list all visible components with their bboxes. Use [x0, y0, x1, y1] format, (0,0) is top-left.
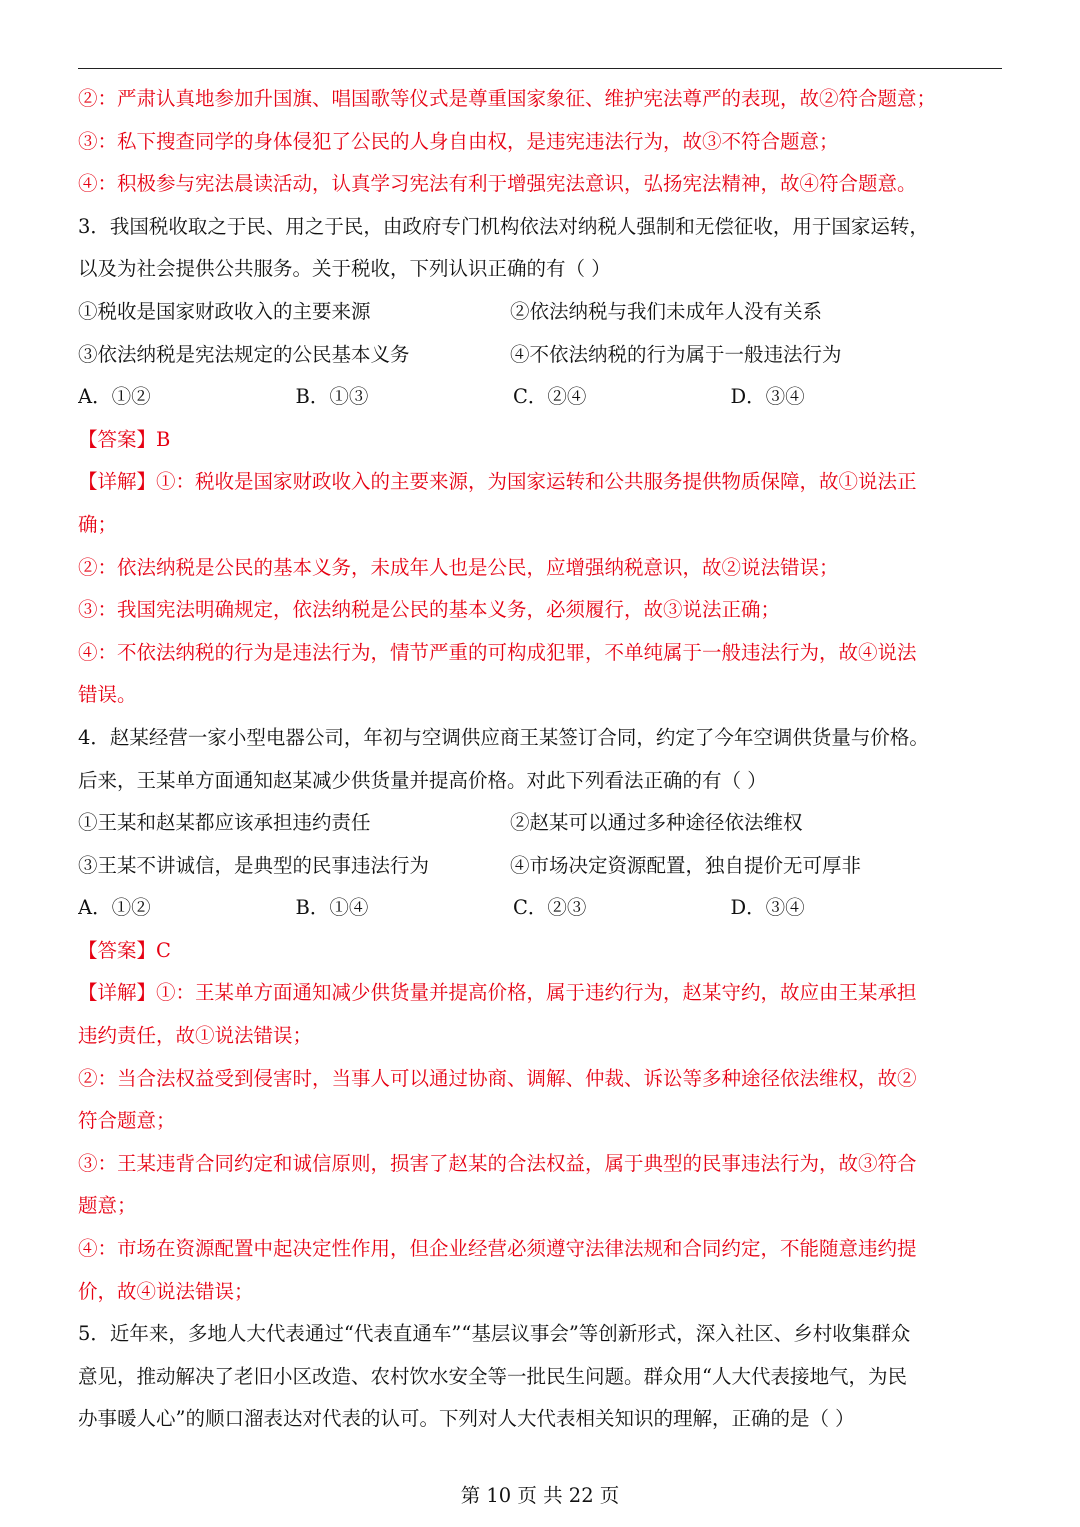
q4-stem-line: 后来，王某单方面通知赵某减少供货量并提高价格。对此下列看法正确的有（ ）	[78, 768, 767, 792]
q3-choice-d: D．③④	[730, 385, 805, 409]
q5-stem-line: 5．近年来，多地人大代表通过“代表直通车”“基层议事会”等创新形式，深入社区、乡村收集群众	[78, 1322, 911, 1346]
q3-detail-line: ②：依法纳税是公民的基本义务，未成年人也是公民，应增强纳税意识，故②说法错误；	[78, 555, 839, 579]
q4-choice-c: C．②③	[513, 896, 587, 920]
q4-detail-line: ③：王某违背合同约定和诚信原则，损害了赵某的合法权益，属于典型的民事违法行为，故③符合	[78, 1151, 917, 1175]
q3-stem-line: 以及为社会提供公共服务。关于税收，下列认识正确的有（ ）	[78, 257, 611, 281]
q3-statement: ④不依法纳税的行为属于一般违法行为	[510, 342, 842, 366]
q3-choice-c: C．②④	[513, 385, 587, 409]
q3-answer: 【答案】B	[78, 427, 171, 451]
q3-choice-a: A．①②	[78, 385, 151, 409]
q4-statement: ③王某不讲诚信，是典型的民事违法行为	[78, 853, 430, 877]
q4-statement: ②赵某可以通过多种途径依法维权	[510, 811, 803, 835]
q4-answer: 【答案】C	[78, 938, 171, 962]
q4-detail-line: 违约责任，故①说法错误；	[78, 1024, 313, 1048]
q3-statement: ②依法纳税与我们未成年人没有关系	[510, 299, 823, 323]
page-content	[78, 78, 1002, 1441]
q4-choice-a: A．①②	[78, 896, 151, 920]
q5-stem-line: 意见，推动解决了老旧小区改造、农村饮水安全等一批民生问题。群众用“人大代表接地气，为民	[78, 1364, 907, 1388]
q4-choices-row	[78, 887, 1002, 930]
q4-detail-line: 题意；	[78, 1194, 137, 1218]
q3-statements-row	[78, 291, 1002, 334]
q4-detail-line: ④：市场在资源配置中起决定性作用，但企业经营必须遵守法律法规和合同约定，不能随意违约提	[78, 1237, 917, 1261]
q4-statement: ④市场决定资源配置，独自提价无可厚非	[510, 853, 862, 877]
q4-detail-line: 价，故④说法错误；	[78, 1279, 254, 1303]
q3-detail-line: 确；	[78, 512, 118, 536]
q4-detail-line: ②：当合法权益受到侵害时，当事人可以通过协商、调解、仲裁、诉讼等多种途径依法维权，故②	[78, 1066, 917, 1090]
q4-statements-row	[78, 845, 1002, 888]
q4-choice-d: D．③④	[730, 896, 805, 920]
q4-detail-line: 符合题意；	[78, 1109, 176, 1133]
q2-detail-line: ②：严肃认真地参加升国旗、唱国歌等仪式是尊重国家象征、维护宪法尊严的表现，故②符合题意；	[78, 87, 937, 110]
header-rule	[78, 68, 1002, 69]
q3-detail-line: ③：我国宪法明确规定，依法纳税是公民的基本义务，必须履行，故③说法正确；	[78, 598, 781, 622]
q2-detail-line: ④：积极参与宪法晨读活动，认真学习宪法有利于增强宪法意识，弘扬宪法精神，故④符合题意。	[78, 172, 917, 196]
q4-stem-line: 4．赵某经营一家小型电器公司，年初与空调供应商王某签订合同，约定了今年空调供货量与价格。	[78, 725, 929, 749]
q3-choices-row	[78, 376, 1002, 419]
q3-detail-line: 错误。	[78, 683, 137, 707]
q3-statement: ①税收是国家财政收入的主要来源	[78, 299, 371, 323]
q3-statements-row	[78, 334, 1002, 377]
page-footer: 第 10 页 共 22 页	[460, 1484, 620, 1507]
q4-choice-b: B．①④	[295, 896, 369, 920]
q3-detail-line: ④：不依法纳税的行为是违法行为，情节严重的可构成犯罪，不单纯属于一般违法行为，故④说法	[78, 640, 917, 664]
q5-stem-line: 办事暖人心”的顺口溜表达对代表的认可。下列对人大代表相关知识的理解，正确的是（ ）	[78, 1407, 855, 1431]
q4-statement: ①王某和赵某都应该承担违约责任	[78, 811, 371, 835]
q3-choice-b: B．①③	[295, 385, 369, 409]
q3-detail-line: 【详解】①：税收是国家财政收入的主要来源，为国家运转和公共服务提供物质保障，故①说法正	[78, 470, 917, 494]
q3-stem-line: 3．我国税收取之于民、用之于民，由政府专门机构依法对纳税人强制和无偿征收，用于国家运转，	[78, 214, 929, 238]
q3-statement: ③依法纳税是宪法规定的公民基本义务	[78, 342, 410, 366]
q4-statements-row	[78, 802, 1002, 845]
q2-detail-line: ③：私下搜查同学的身体侵犯了公民的人身自由权，是违宪违法行为，故③不符合题意；	[78, 129, 839, 153]
q4-detail-line: 【详解】①：王某单方面通知减少供货量并提高价格，属于违约行为，赵某守约，故应由王某承担	[78, 981, 917, 1005]
